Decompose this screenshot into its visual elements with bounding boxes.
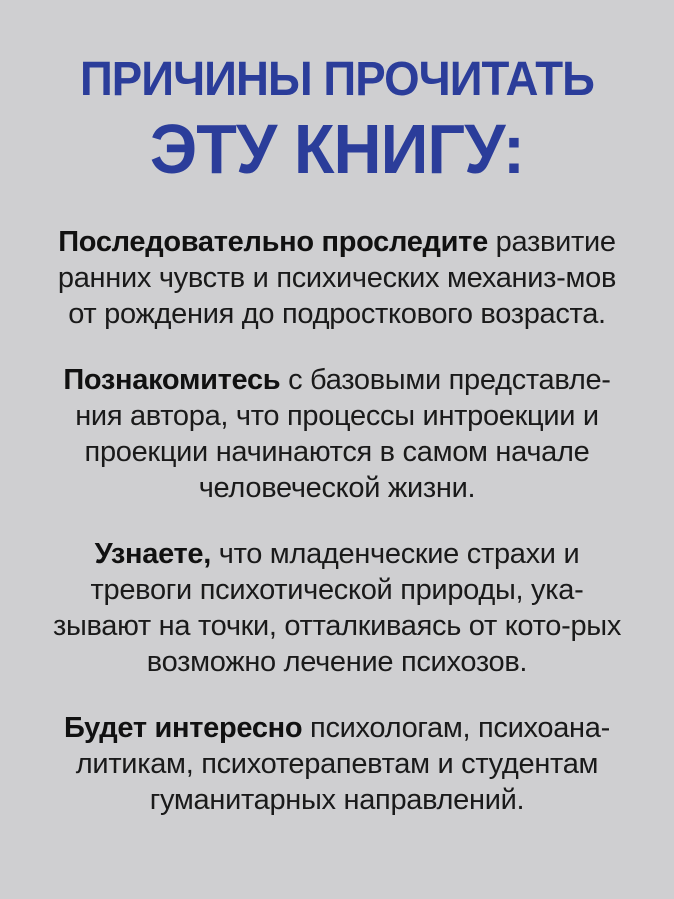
reason-2-text: с базовыми представле-ния автора, что процессы интроекции и проекции начинаются в самом начале человеческой жизни. (75, 364, 611, 504)
reason-paragraph-1 (46, 224, 628, 332)
reason-paragraph-4 (46, 710, 628, 818)
reason-4-text: психологам, психоана-литикам, психотерапевтам и студентам гуманитарных направлений. (75, 712, 610, 816)
reason-3-bold: Узнаете, (94, 538, 211, 570)
title-line-2: ЭТУ КНИГУ: (149, 110, 525, 188)
reason-paragraph-3 (46, 536, 628, 680)
reason-2-bold: Познакомитесь (63, 364, 281, 396)
reason-1-text: развитие ранних чувств и психических механиз-мов от рождения до подросткового возраста. (57, 226, 617, 330)
title-line-1: ПРИЧИНЫ ПРОЧИТАТЬ (79, 53, 595, 106)
reason-3-text: что младенческие страхи и тревоги психотической природы, ука-зывают на точки, отталкиваясь от кото-рых возможно лечение психозов. (52, 538, 622, 678)
reason-4-bold: Будет интересно (64, 712, 303, 744)
reason-1-bold: Последовательно проследите (58, 226, 488, 258)
reason-paragraph-2 (46, 362, 628, 506)
